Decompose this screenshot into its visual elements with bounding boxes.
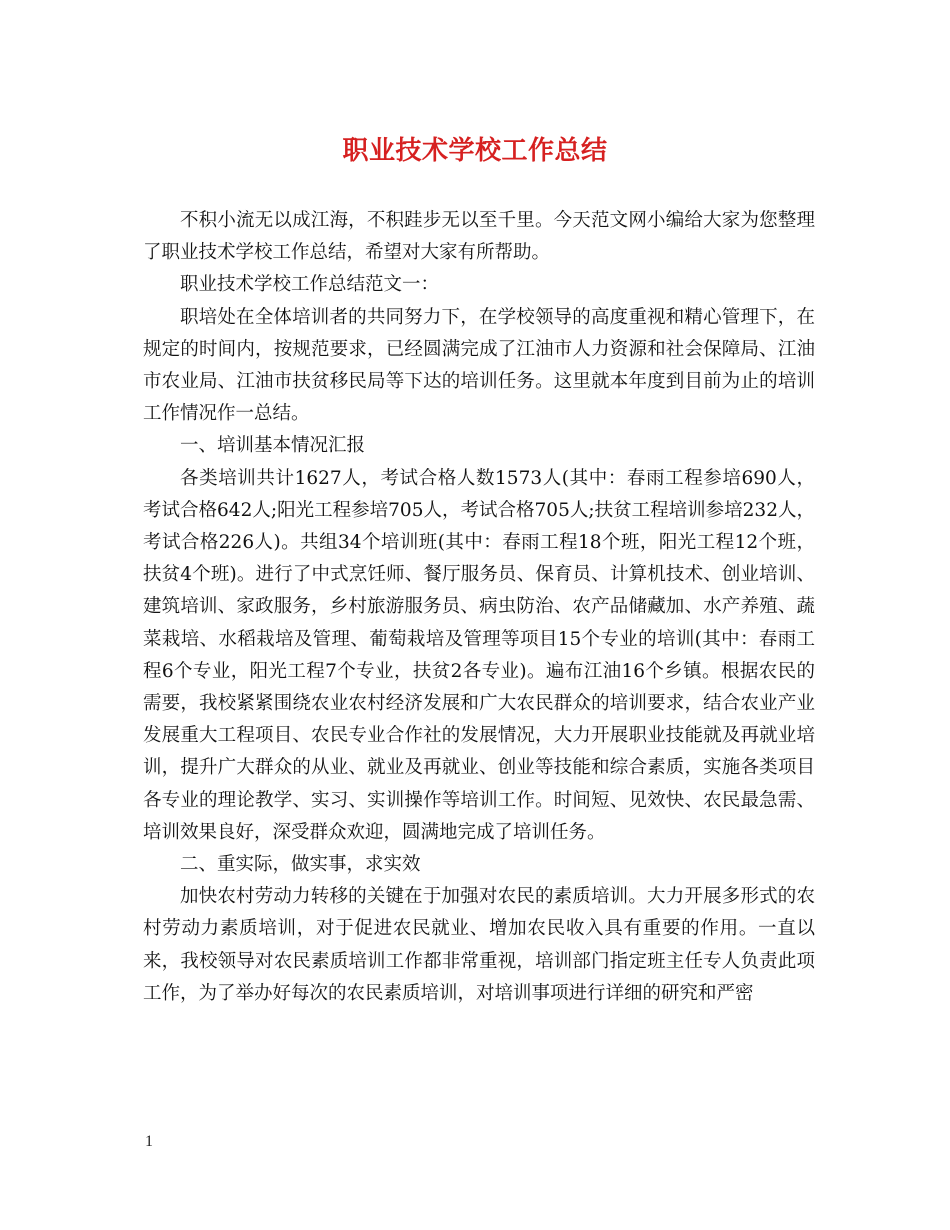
page-number: 1 [145,1133,153,1150]
section-heading-practical-work: 二、重实际，做实事，求实效 [180,854,421,876]
paragraph-training-stats: 各类培训共计1627人，考试合格人数1573人(其中：春雨工程参培690人，考试合格642人;阳光工程参培705人，考试合格705人;扶贫工程培训参培232人，考试合格226人)。共组34个培训班(其中：春雨工程18个班，阳光工程12个班，扶贫4个班)。进行了中式烹饪师、餐厅服务员、保育员、计算机技术、创业培训、建筑培训、家政服务，乡村旅游服务员、病虫防治、农产品储藏加、水产养殖、蔬菜栽培、水稻栽培及管理、葡萄栽培及管理等项目15个专业的培训(其中：春雨工程6个专业，阳光工程7个专业，扶贫2各专业)。遍布江油16个乡镇。根据农民的需要，我校紧紧围绕农业农村经济发展和广大农民群众的培训要求，结合农业产业发展重大工程项目、农民专业合作社的发展情况，大力开展职业技能就及再就业培训，提升广大群众的从业、就业及再就业、创业等技能和综合素质，实施各类项目各专业的理论教学、实习、实训操作等培训工作。时间短、见效快、农民最急需、培训效果良好，深受群众欢迎，圆满地完成了培训任务。 [143,467,815,843]
document-body [143,205,815,1010]
section-heading-training-report: 一、培训基本情况汇报 [180,435,366,457]
paragraph-labor-training: 加快农村劳动力转移的关键在于加强对农民的素质培训。大力开展多形式的农村劳动力素质培训，对于促进农民就业、增加农民收入具有重要的作用。一直以来，我校领导对农民素质培训工作都非常重视，培训部门指定班主任专人负责此项工作，为了举办好每次的农民素质培训，对培训事项进行详细的研究和严密 [143,886,815,1004]
paragraph-sample-heading: 职业技术学校工作总结范文一： [180,274,440,296]
document-title: 职业技术学校工作总结 [342,136,608,166]
paragraph-intro: 不积小流无以成江海，不积跬步无以至千里。今天范文网小编给大家为您整理了职业技术学校工作总结，希望对大家有所帮助。 [143,210,815,264]
paragraph-overview: 职培处在全体培训者的共同努力下，在学校领导的高度重视和精心管理下，在规定的时间内，按规范要求，已经圆满完成了江油市人力资源和社会保障局、江油市农业局、江油市扶贫移民局等下达的培训任务。这里就本年度到目前为止的培训工作情况作一总结。 [143,306,815,425]
